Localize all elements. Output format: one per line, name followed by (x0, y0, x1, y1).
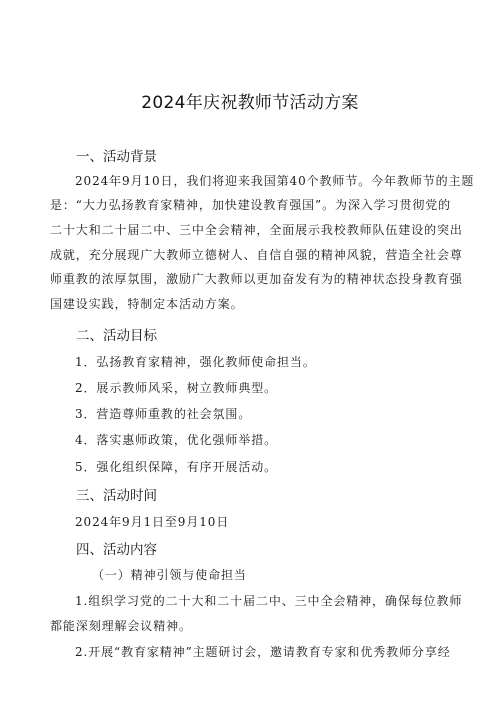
paragraph-line: 都能深刻理解会议精神。 (50, 619, 192, 633)
paragraph-line: 师重教的浓厚氛围，激励广大教师以更加奋发有为的精神状态投身教育强 (50, 272, 463, 286)
paragraph-line: 是：“大力弘扬教育家精神，加快建设教育强国”。为深入学习贯彻党的 (50, 198, 452, 212)
section-heading-content: 四、活动内容 (76, 542, 157, 558)
paragraph-line: 国建设实践，特制定本活动方案。 (50, 297, 244, 311)
activity-dates: 2024年9月1日至9月10日 (75, 515, 230, 529)
goal-item: 4．落实惠师政策，优化强师举措。 (75, 433, 278, 447)
section-heading-background: 一、活动背景 (76, 149, 157, 165)
paragraph-line: 1.组织学习党的二十大和二十届二中、三中全会精神，确保每位教师 (75, 594, 463, 608)
subsection-heading: （一）精神引领与使命担当 (92, 568, 247, 582)
paragraph-line: 二十大和二十届二中、三中全会精神，全面展示我校教师队伍建设的突出 (50, 223, 463, 237)
section-heading-time: 三、活动时间 (76, 488, 157, 504)
goal-item: 3．营造尊师重教的社会氛围。 (75, 407, 252, 421)
goal-item: 1．弘扬教育家精神，强化教师使命担当。 (75, 355, 316, 369)
paragraph-line: 2.开展“教育家精神”主题研讨会，邀请教育专家和优秀教师分享经 (75, 645, 451, 659)
document-title: 2024年庆祝教师节活动方案 (141, 93, 359, 113)
goal-item: 2．展示教师风采，树立教师典型。 (75, 381, 278, 395)
paragraph-line: 2024年9月10日，我们将迎来我国第40个教师节。今年教师节的主题 (75, 174, 475, 188)
goal-item: 5．强化组织保障，有序开展活动。 (75, 460, 278, 474)
paragraph-line: 成就，充分展现广大教师立德树人、自信自强的精神风貌，营造全社会尊 (50, 248, 463, 262)
section-heading-goals: 二、活动目标 (76, 328, 157, 344)
